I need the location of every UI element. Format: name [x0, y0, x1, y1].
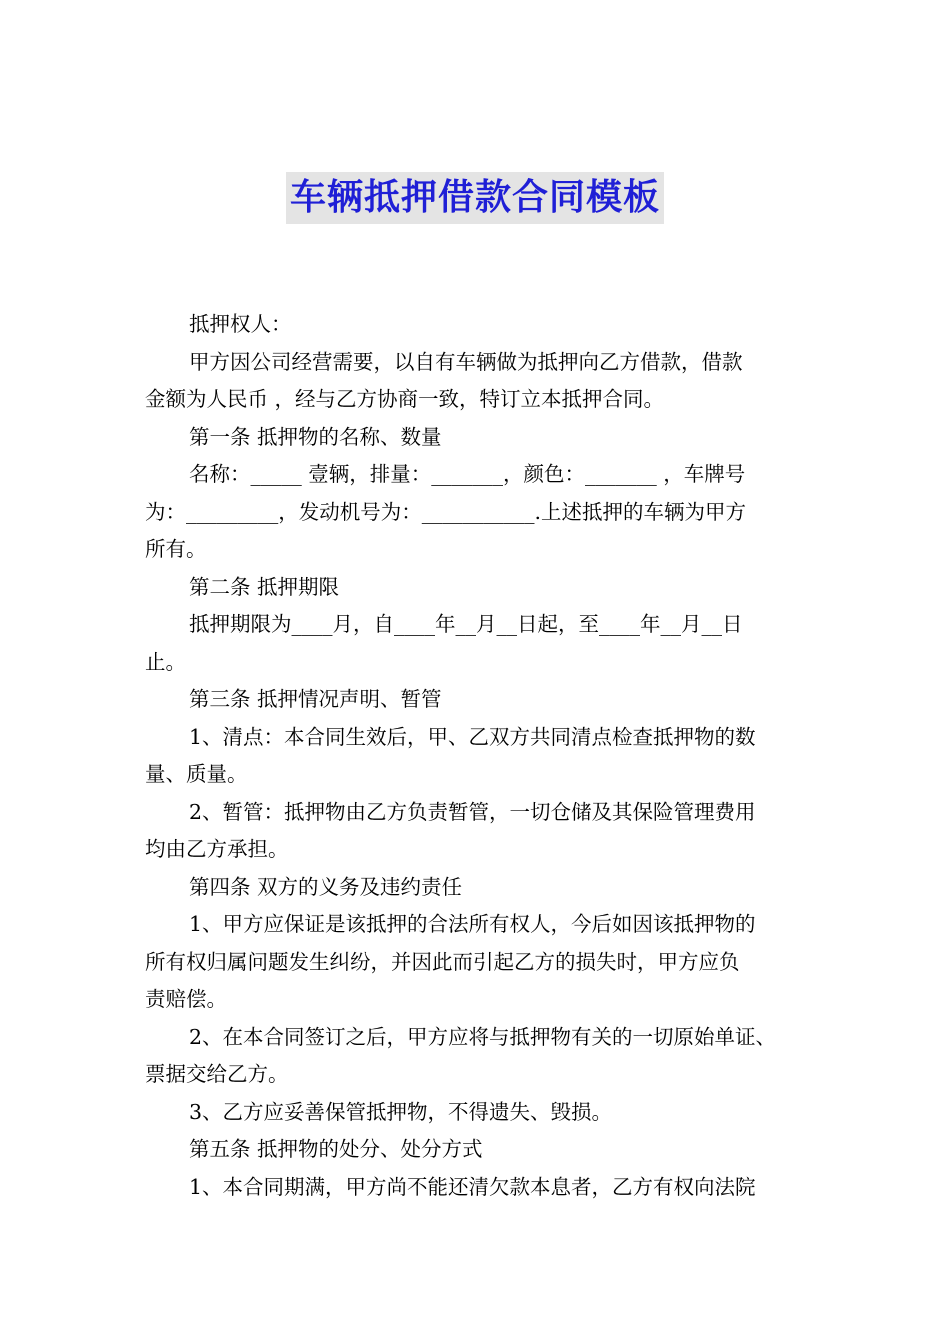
paragraph-line: 抵押权人： — [189, 312, 292, 336]
document-body — [145, 306, 809, 1206]
paragraph-line: 所有。 — [145, 537, 207, 561]
document-title: 车辆抵押借款合同模板 — [286, 172, 664, 224]
paragraph-line: 3、乙方应妥善保管抵押物，不得遗失、毁损。 — [189, 1099, 613, 1124]
paragraph-line: 票据交给乙方。 — [145, 1062, 289, 1086]
paragraph-line: 均由乙方承担。 — [145, 837, 289, 861]
paragraph-line: 1、清点：本合同生效后，甲、乙双方共同清点检查抵押物的数 — [189, 724, 756, 749]
section-heading: 第一条 抵押物的名称、数量 — [189, 424, 442, 449]
paragraph-line: 2、在本合同签订之后，甲方应将与抵押物有关的一切原始单证、 — [189, 1024, 777, 1049]
paragraph-line: 甲方因公司经营需要，以自有车辆做为抵押向乙方借款，借款 — [189, 349, 743, 374]
title-container — [0, 172, 950, 224]
section-heading: 第四条 双方的义务及违约责任 — [189, 874, 463, 899]
section-heading: 第二条 抵押期限 — [189, 574, 340, 599]
paragraph-line: 名称：_____ 壹辆，排量：_______，颜色：_______ ，车牌号 — [189, 462, 746, 486]
paragraph-line: 量、质量。 — [145, 762, 248, 786]
paragraph-line: 金额为人民币 ，经与乙方协商一致，特订立本抵押合同。 — [145, 387, 665, 411]
paragraph-line: 1、本合同期满，甲方尚不能还清欠款本息者，乙方有权向法院 — [189, 1174, 756, 1199]
paragraph-line: 2、暂管：抵押物由乙方负责暂管，一切仓储及其保险管理费用 — [189, 799, 756, 824]
paragraph-line: 抵押期限为____月，自____年__月__日起，至____年__月__日 — [189, 612, 743, 636]
paragraph-line: 1、甲方应保证是该抵押的合法所有权人，今后如因该抵押物的 — [189, 912, 756, 936]
paragraph-line: 为：_________，发动机号为：___________.上述抵押的车辆为甲方 — [145, 499, 747, 524]
paragraph-line: 责赔偿。 — [145, 987, 227, 1011]
section-heading: 第三条 抵押情况声明、暂管 — [189, 687, 442, 711]
paragraph-line: 所有权归属问题发生纠纷，并因此而引起乙方的损失时，甲方应负 — [145, 949, 740, 974]
paragraph-line: 止。 — [145, 649, 186, 674]
section-heading: 第五条 抵押物的处分、处分方式 — [189, 1137, 483, 1161]
